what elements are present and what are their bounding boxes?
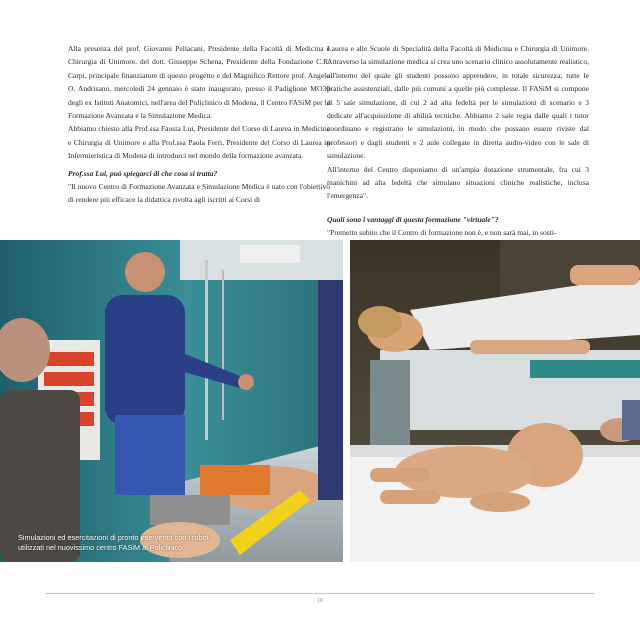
photo-caption [18, 533, 258, 552]
article-paragraph: Laurea e alle Scuole di Specialità della Facoltà di Medicina e Chirurgia di Unimore. Attraverso la simulazione medica si crea uno scenario clinico assolutamente realistico, all'interno del quale gli studenti possono apprendere, in totale sicurezza, tutte le pratiche assistenziali, dalle più comuni a quelle più complesse. Il FASiM si compone di 5 sale simulazione, di cui 2 ad alta fedeltà per le simulazioni di scenario e 3 dedicate all'acquisizione di abilità tecniche. Abbiamo 2 sale regia dalle quali i tutor coordinano e registrano le simulazioni, in modo che possano essere riviste dal professori e dagli studenti e 2 aule collegate in diretta audio-video con le sale di simulazione. [327, 44, 589, 161]
page-number: 10 [316, 597, 324, 604]
photo-simulation-room-icon [0, 240, 343, 562]
photo-simulation-room [0, 240, 343, 562]
article-paragraph: Abbiamo chiesto alla Prof.ssa Fausta Lui, Presidente del Corso di Laurea in Medicina e Chirurgia di Unimore e alla Prof.ssa Paola Ferri, Presidente del Corso di Laurea in Infermieristica di Modena di introdurci nel mondo della formazione avanzata. [68, 124, 330, 161]
photo-mannequins [350, 240, 640, 562]
article-column-right [327, 42, 589, 240]
interview-question: Prof.ssa Lui, può spiegarci di che cosa si tratta? [68, 168, 218, 178]
photo-mannequins-icon [350, 240, 640, 562]
interview-answer: "Il nuovo Centro di Formazione Avanzata e Simulazione Medica è nato con l'obiettivo di rendere più efficace la didattica rivolta agli iscritti ai Corsi di [68, 182, 330, 205]
article-paragraph: Alla presenza del prof. Giovanni Pellacani, Presidente della Facoltà di Medicina e Chirurgia di Unimore, del dott. Giuseppe Schena, Presidente della Fondazione C.R. Carpi, principale finanziatore di questo progetto e del Magnifico Rettore prof. Angelo O. Andrisano, mercoledì 24 gennaio è stato inaugurato, presso il Padiglione MO30 degli ex Istituti Anatomici, nell'area del Policlinico di Modena, il Centro FASiM per la Formazione Avanzata e la Simulazione Medica. [68, 44, 330, 121]
caption-line: utilizzati nel nuovissimo centro FASiM al Policlinico [18, 542, 183, 552]
article-paragraph: All'interno del Centro disponiamo di un'ampia dotazione strumentale, fra cui 3 manichini ad alta fedeltà che simulano situazioni cliniche realistiche, inclusa l'emergenza". [327, 164, 589, 201]
footer-divider [45, 593, 595, 594]
caption-line: Simulazioni ed esercitazioni di pronto intervento con i robot [18, 533, 209, 542]
article-column-left [68, 42, 330, 207]
interview-question: Quali sono i vantaggi di questa formazione "virtuale"? [327, 214, 499, 224]
interview-answer: "Premetto subito che il Centro di formazione non è, e non sarà mai, in sosti- [327, 228, 557, 238]
